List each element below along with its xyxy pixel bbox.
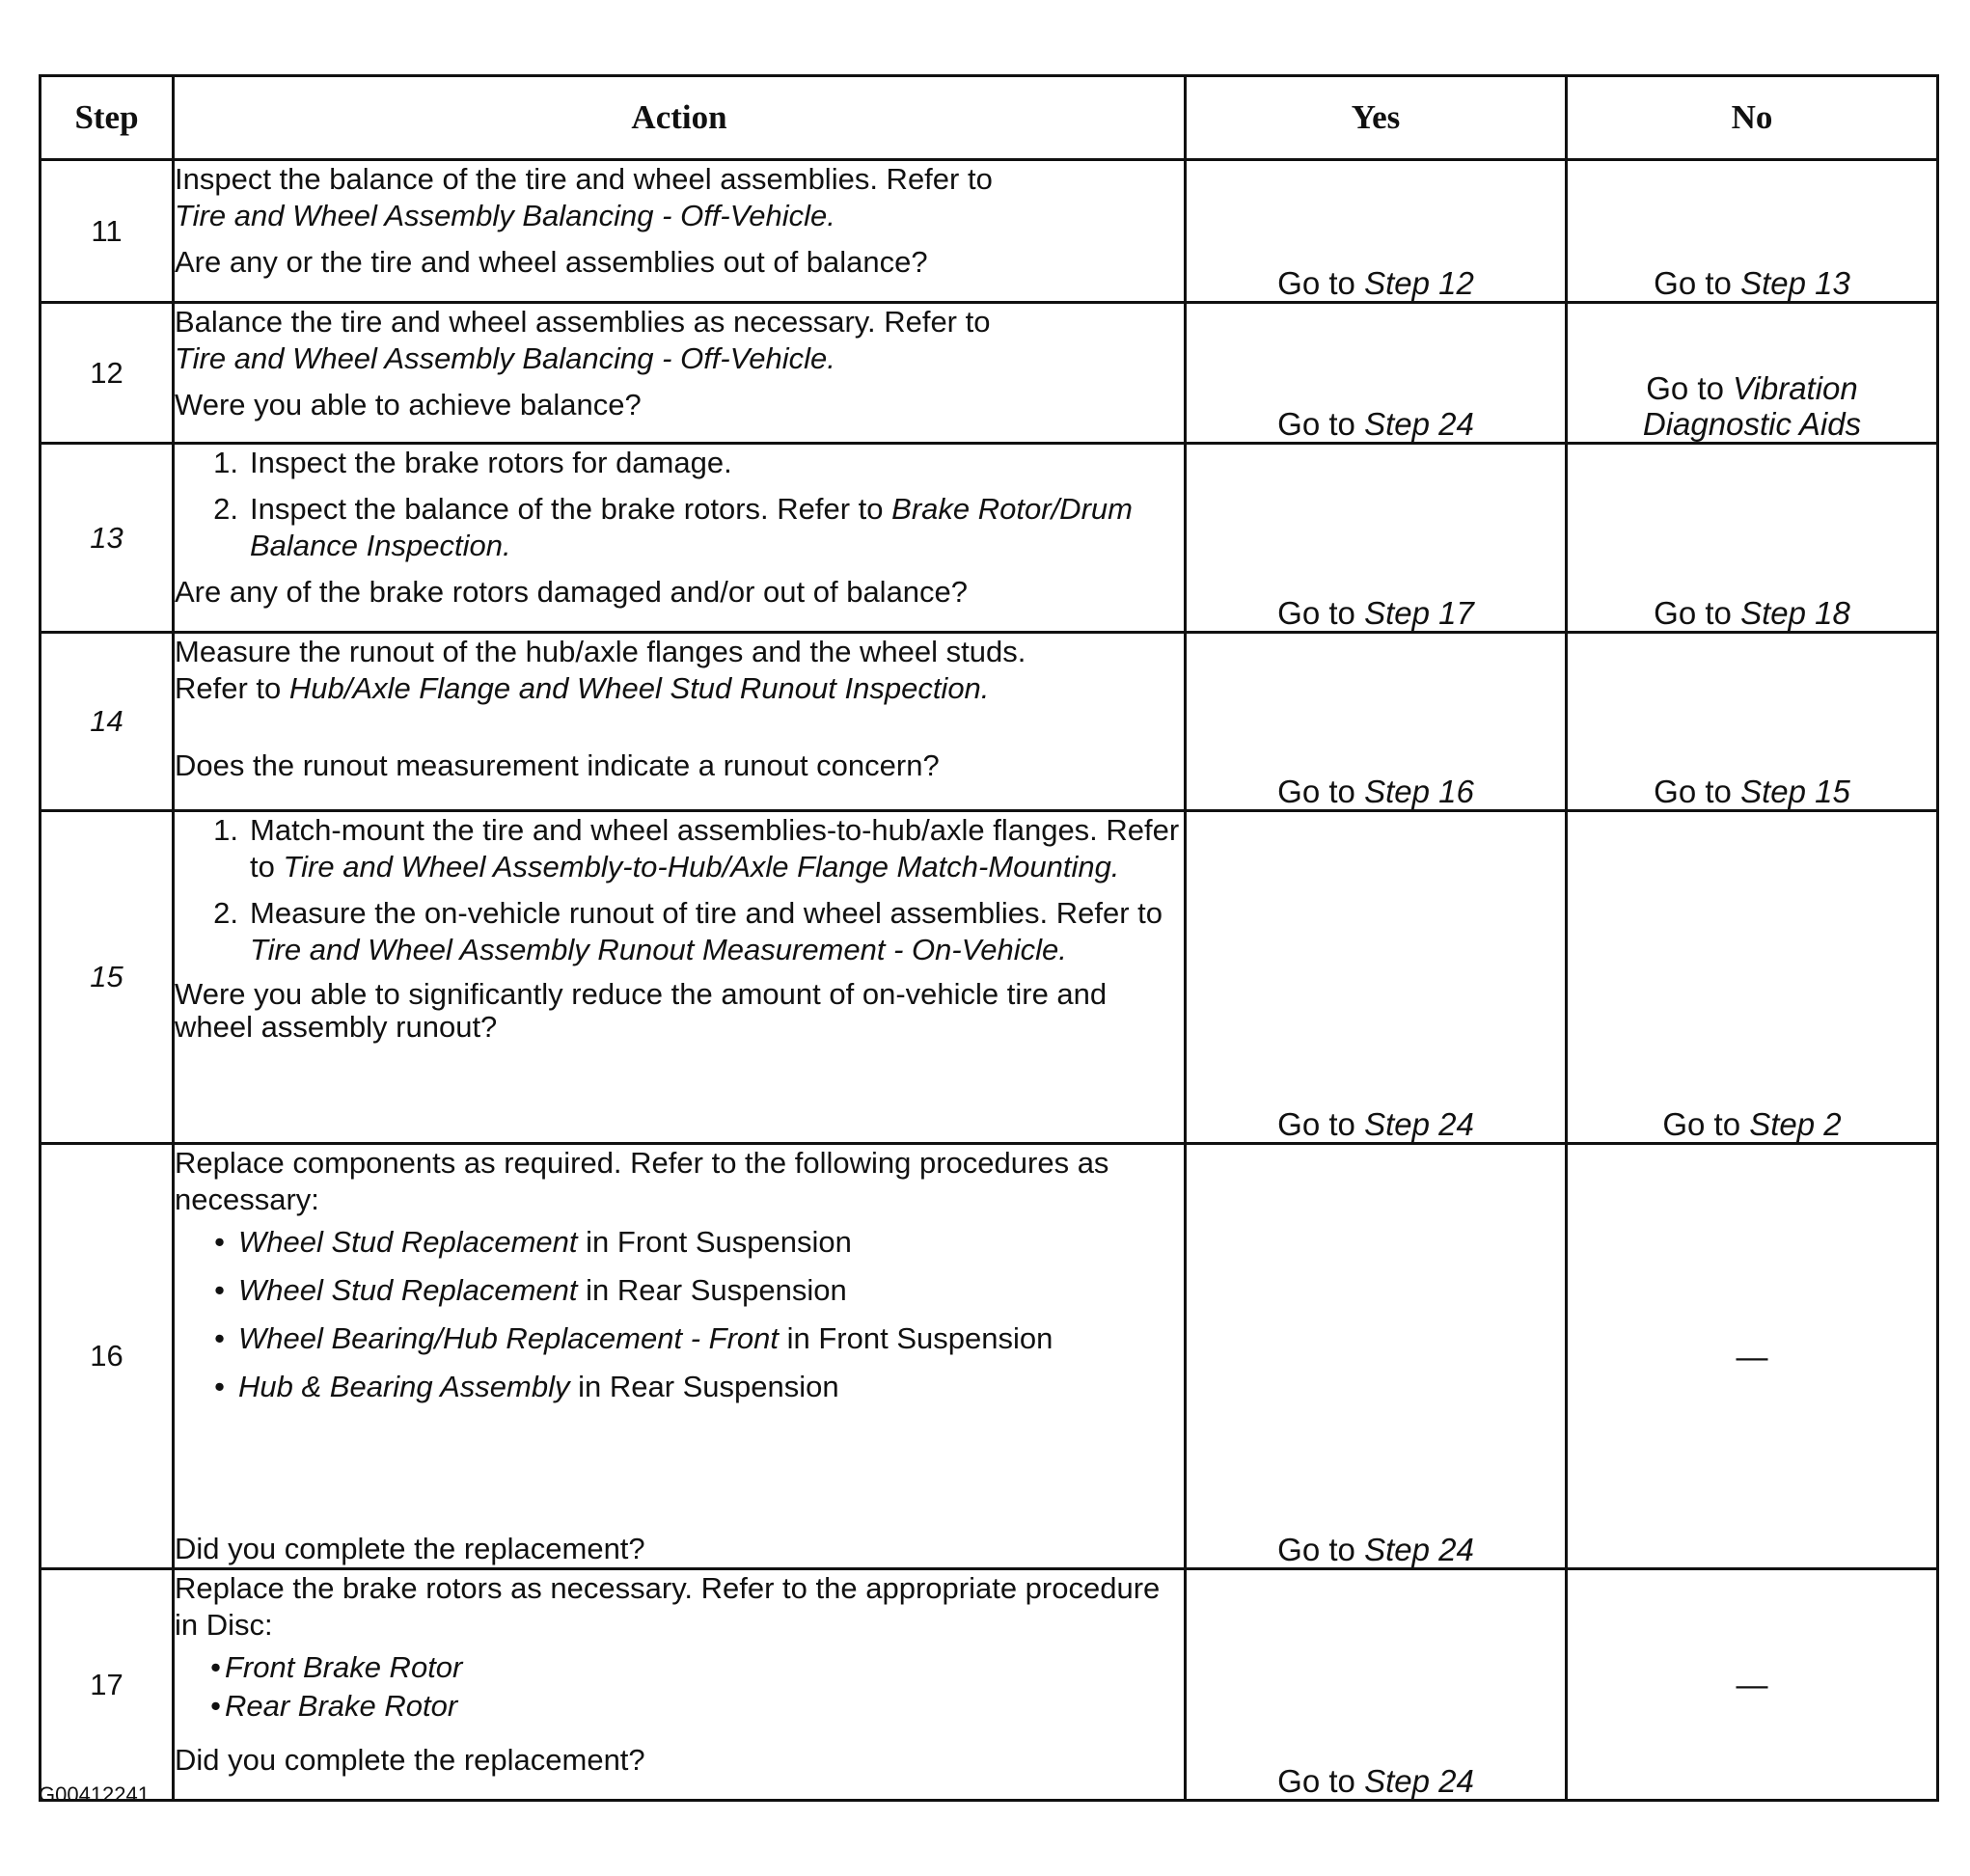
step-number: 11 bbox=[41, 160, 174, 303]
list-item: 1. Inspect the brake rotors for damage. bbox=[213, 446, 732, 479]
no-cell: — bbox=[1567, 1569, 1938, 1801]
list-item: • Front Brake Rotor bbox=[210, 1650, 463, 1684]
action-question: Were you able to achieve balance? bbox=[175, 388, 642, 421]
yes-cell: Go to Step 24 bbox=[1186, 1144, 1567, 1569]
reference-link: Wheel Bearing/Hub Replacement - Front bbox=[238, 1321, 779, 1355]
no-cell: Go to Step 15 bbox=[1567, 633, 1938, 811]
reference-link: Tire and Wheel Assembly-to-Hub/Axle Flange Match-Mounting. bbox=[283, 850, 1120, 884]
header-no: No bbox=[1567, 76, 1938, 160]
reference-link: Front Brake Rotor bbox=[225, 1650, 463, 1684]
no-cell: Go to Step 2 bbox=[1567, 811, 1938, 1144]
step-number: 14 bbox=[41, 633, 174, 811]
reference-link: Brake Rotor/Drum Balance Inspection. bbox=[250, 492, 1133, 562]
action-cell bbox=[174, 1144, 1186, 1569]
yes-cell: Go to Step 24 bbox=[1186, 303, 1567, 444]
no-target-cont: Diagnostic Aids bbox=[1642, 406, 1862, 442]
action-cell bbox=[174, 160, 1186, 303]
step-number: 17 bbox=[41, 1569, 174, 1801]
action-question: Did you complete the replacement? bbox=[175, 1743, 645, 1777]
yes-cell: Go to Step 16 bbox=[1186, 633, 1567, 811]
yes-target: Step 24 bbox=[1364, 1106, 1474, 1142]
step-number: 12 bbox=[41, 303, 174, 444]
no-cell: Go to Vibration Diagnostic Aids bbox=[1567, 303, 1938, 444]
action-question: Were you able to significantly reduce the amount of on-vehicle tire and wheel assembly runout? bbox=[175, 977, 1108, 1044]
action-text: Balance the tire and wheel assemblies as necessary. Refer to bbox=[175, 305, 991, 339]
step-number: 16 bbox=[41, 1144, 174, 1569]
table-row bbox=[41, 303, 1938, 444]
list-item: 2. Measure the on-vehicle runout of tire and wheel assemblies. Refer to Tire and Wheel Assembly Runout Measurement - On-Vehicle. bbox=[213, 896, 1163, 966]
action-question: Are any of the brake rotors damaged and/or out of balance? bbox=[175, 575, 969, 609]
no-target: Step 15 bbox=[1740, 774, 1850, 809]
no-target: Step 18 bbox=[1740, 595, 1850, 631]
table-row bbox=[41, 633, 1938, 811]
diagnostic-table bbox=[39, 74, 1939, 1802]
list-item: 1. Match-mount the tire and wheel assemblies-to-hub/axle flanges. Refer to Tire and Wheel Assembly-to-Hub/Axle Flange Match-Mounting. bbox=[213, 813, 1180, 884]
no-cell: Go to Step 18 bbox=[1567, 444, 1938, 633]
reference-link: Tire and Wheel Assembly Balancing - Off-Vehicle. bbox=[175, 199, 835, 232]
yes-target: Step 24 bbox=[1364, 1532, 1474, 1567]
list-item: • Wheel Stud Replacement in Rear Suspension bbox=[214, 1273, 847, 1307]
no-target: Step 2 bbox=[1749, 1106, 1842, 1142]
no-cell: — bbox=[1567, 1144, 1938, 1569]
step-number: 13 bbox=[41, 444, 174, 633]
action-text: Replace components as required. Refer to the following procedures as necessary: bbox=[175, 1146, 1109, 1216]
list-item: 2. Inspect the balance of the brake rotors. Refer to Brake Rotor/Drum Balance Inspection. bbox=[213, 492, 1133, 562]
reference-link: Tire and Wheel Assembly Runout Measurement - On-Vehicle. bbox=[250, 933, 1067, 966]
table-row bbox=[41, 1569, 1938, 1801]
yes-cell: Go to Step 12 bbox=[1186, 160, 1567, 303]
reference-link: Hub/Axle Flange and Wheel Stud Runout Inspection. bbox=[288, 671, 990, 705]
action-question: Did you complete the replacement? bbox=[175, 1532, 645, 1565]
no-target: Vibration bbox=[1733, 370, 1858, 406]
action-text: Measure the runout of the hub/axle flanges and the wheel studs. bbox=[175, 635, 1026, 668]
yes-target: Step 24 bbox=[1364, 1763, 1474, 1799]
no-target: Step 13 bbox=[1740, 265, 1850, 301]
action-question: Are any or the tire and wheel assemblies out of balance? bbox=[175, 245, 928, 279]
action-cell: Measure the runout of the hub/axle flanges and the wheel studs. Refer to Hub/Axle Flange and Wheel Stud Runout Inspection. Does the runout measurement indicate a runout concern? bbox=[174, 633, 1186, 811]
reference-link: Wheel Stud Replacement bbox=[238, 1225, 578, 1259]
yes-cell: Go to Step 17 bbox=[1186, 444, 1567, 633]
list-item: • Wheel Stud Replacement in Front Suspension bbox=[214, 1225, 852, 1259]
table-row bbox=[41, 1144, 1938, 1569]
table-row bbox=[41, 444, 1938, 633]
yes-target: Step 24 bbox=[1364, 406, 1474, 442]
reference-link: Hub & Bearing Assembly bbox=[238, 1370, 570, 1403]
list-item: • Wheel Bearing/Hub Replacement - Front in Front Suspension bbox=[214, 1321, 1053, 1355]
action-text: Replace the brake rotors as necessary. Refer to the appropriate procedure in Disc: bbox=[175, 1571, 1161, 1642]
figure-id: G00412241 bbox=[39, 1782, 150, 1807]
yes-cell: Go to Step 24 bbox=[1186, 811, 1567, 1144]
no-cell: Go to Step 13 bbox=[1567, 160, 1938, 303]
yes-target: Step 17 bbox=[1364, 595, 1474, 631]
table-row bbox=[41, 160, 1938, 303]
action-cell bbox=[174, 811, 1186, 1144]
header-step: Step bbox=[41, 76, 174, 160]
step-number: 15 bbox=[41, 811, 174, 1144]
yes-target: Step 16 bbox=[1364, 774, 1474, 809]
action-cell bbox=[174, 444, 1186, 633]
header-row bbox=[41, 76, 1938, 160]
action-cell bbox=[174, 1569, 1186, 1801]
reference-link: Rear Brake Rotor bbox=[225, 1689, 458, 1723]
action-question: Does the runout measurement indicate a runout concern? bbox=[175, 748, 940, 782]
yes-cell: Go to Step 24 bbox=[1186, 1569, 1567, 1801]
header-yes: Yes bbox=[1186, 76, 1567, 160]
table-row bbox=[41, 811, 1938, 1144]
action-text: Inspect the balance of the tire and wheel assemblies. Refer to bbox=[175, 162, 993, 196]
list-item: • Rear Brake Rotor bbox=[210, 1689, 458, 1723]
header-action: Action bbox=[174, 76, 1186, 160]
action-cell bbox=[174, 303, 1186, 444]
reference-link: Wheel Stud Replacement bbox=[238, 1273, 578, 1307]
reference-link: Tire and Wheel Assembly Balancing - Off-Vehicle. bbox=[175, 341, 835, 375]
list-item: • Hub & Bearing Assembly in Rear Suspension bbox=[214, 1370, 839, 1403]
yes-target: Step 12 bbox=[1364, 265, 1474, 301]
